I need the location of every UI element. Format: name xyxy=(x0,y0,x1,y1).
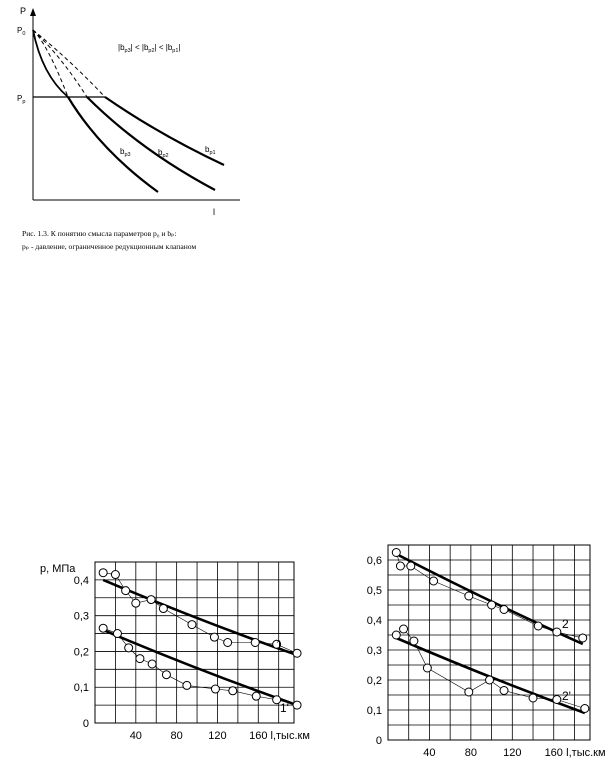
chart-left-data-point xyxy=(251,639,259,647)
l-axis-label: l xyxy=(213,207,215,217)
chart-left-ytick-label: 0,1 xyxy=(73,682,89,695)
chart-left-data-point xyxy=(99,624,107,632)
chart-left-data-point xyxy=(229,687,237,695)
chart-left-data-point xyxy=(159,605,167,613)
chart-left-data-point xyxy=(111,571,119,579)
curve-label-b1: $b_{р1}$ xyxy=(205,145,216,156)
chart-left-ytick-label: 0,4 xyxy=(73,574,89,587)
pressure-concept-figure xyxy=(0,0,260,235)
chart-left-ytick-label: 0 xyxy=(82,718,89,730)
chart-right-ytick-label: 0,2 xyxy=(366,675,382,687)
chart-left-xtick-label: l,тыс.км xyxy=(270,730,310,742)
chart-right-data-point xyxy=(581,705,589,713)
chart-right-data-point xyxy=(529,694,537,702)
chart-right-data-point xyxy=(579,634,587,642)
chart-right-ytick-label: 0,4 xyxy=(366,615,382,627)
chart-left-data-point xyxy=(224,639,232,647)
chart-right-data-point xyxy=(553,696,561,704)
chart-right-xtick-label: 40 xyxy=(423,747,436,759)
figure-caption-line-2: pₚ - давление, ограниченное редукционным клапаном xyxy=(22,242,197,251)
p0-label: $P_0$ xyxy=(17,26,26,37)
chart-right-frame xyxy=(388,545,590,740)
chart-left-data-point xyxy=(210,633,218,641)
chart-right-ytick-label: 0,1 xyxy=(366,705,382,717)
chart-left-xtick-label: 120 xyxy=(208,730,227,742)
p-axis-label: P xyxy=(20,6,27,16)
chart-left-series-label-1: 1 xyxy=(276,638,283,652)
chart-left-data-point xyxy=(113,630,121,638)
chart-right-data-point xyxy=(465,688,473,696)
chart-right-data-point xyxy=(465,592,473,600)
chart-left-data-point xyxy=(122,587,130,595)
chart-left-data-point xyxy=(148,660,156,668)
chart-left-ylabel: p, МПа xyxy=(40,563,76,575)
chart-right-data-point xyxy=(500,606,508,614)
chart-right-series-line-1 xyxy=(396,553,582,639)
chart-right-ytick-label: 0,6 xyxy=(366,555,382,567)
chart-left-data-point xyxy=(211,685,219,693)
chart-right-data-point xyxy=(396,562,404,570)
b-relation-text: $|b_{р3}| < |b_{р2}| < |b_{р1}|$ xyxy=(118,43,181,54)
chart-left-data-point xyxy=(183,681,191,689)
curve-label-b2: $b_{р2}$ xyxy=(158,148,169,159)
chart-left-trend-2 xyxy=(103,630,297,705)
chart-left-data-point xyxy=(188,621,196,629)
chart-right-data-point xyxy=(500,687,508,695)
dashed-curve-b2 xyxy=(33,30,87,97)
chart-left-series-label-2: 1' xyxy=(280,701,289,715)
chart-left-marks xyxy=(99,569,301,715)
chart-left-data-point xyxy=(147,596,155,604)
chart-left-data-point xyxy=(132,599,140,607)
chart-left-ytick-label: 0,2 xyxy=(73,646,89,659)
chart-left-ytick-label: 0,3 xyxy=(73,610,89,623)
chart-right-data-point xyxy=(400,625,408,633)
chart-left-data-point xyxy=(293,649,301,657)
chart-right-data-point xyxy=(392,631,400,639)
chart-left-xtick-label: 160 xyxy=(249,730,268,742)
chart-right-series-label-2: 2' xyxy=(562,689,571,703)
chart-left-data-point xyxy=(162,671,170,679)
chart-right-grid xyxy=(367,545,606,759)
chart-right-ytick-label: 0,3 xyxy=(366,645,382,657)
chart-right-data-point xyxy=(410,637,418,645)
chart-left-data-point xyxy=(136,655,144,663)
chart-left-data-point xyxy=(125,644,133,652)
chart-right-data-point xyxy=(534,622,542,630)
chart-right xyxy=(340,540,609,779)
chart-right-data-point xyxy=(486,676,494,684)
chart-left-xtick-label: 80 xyxy=(170,730,183,742)
pp-label: $P_р$ xyxy=(17,94,26,105)
chart-right-xtick-label: 120 xyxy=(503,747,522,759)
chart-right-xtick-label: 80 xyxy=(464,747,477,759)
chart-left-data-point xyxy=(293,701,301,709)
chart-right-data-point xyxy=(488,601,496,609)
chart-left-xtick-label: 40 xyxy=(129,730,142,742)
chart-right-series-label-1: 2 xyxy=(562,617,569,631)
figure-caption-line-1: Рис. 1.3. К понятию смысла параметров p₀ и bₚ: xyxy=(22,229,177,238)
curve-b3 xyxy=(68,97,158,192)
chart-left-trend-1 xyxy=(103,580,297,655)
chart-left-data-point xyxy=(252,692,260,700)
chart-right-xtick-label: l,тыс.км xyxy=(566,747,606,759)
chart-right-marks xyxy=(392,549,589,714)
chart-left-grid xyxy=(74,562,310,742)
chart-left-data-point xyxy=(99,569,107,577)
chart-right-data-point xyxy=(392,549,400,557)
chart-right-ytick-label: 0 xyxy=(375,735,382,747)
chart-right-data-point xyxy=(430,577,438,585)
chart-left xyxy=(0,540,320,765)
curve-b2 xyxy=(87,97,215,190)
curve-label-b3: $b_{р3}$ xyxy=(120,147,131,158)
chart-right-data-point xyxy=(407,562,415,570)
chart-right-data-point xyxy=(423,664,431,672)
chart-right-ytick-label: 0,5 xyxy=(366,585,382,597)
chart-right-xtick-label: 160 xyxy=(544,747,563,759)
chart-right-data-point xyxy=(553,628,561,636)
p-axis-arrow-icon xyxy=(30,8,36,16)
